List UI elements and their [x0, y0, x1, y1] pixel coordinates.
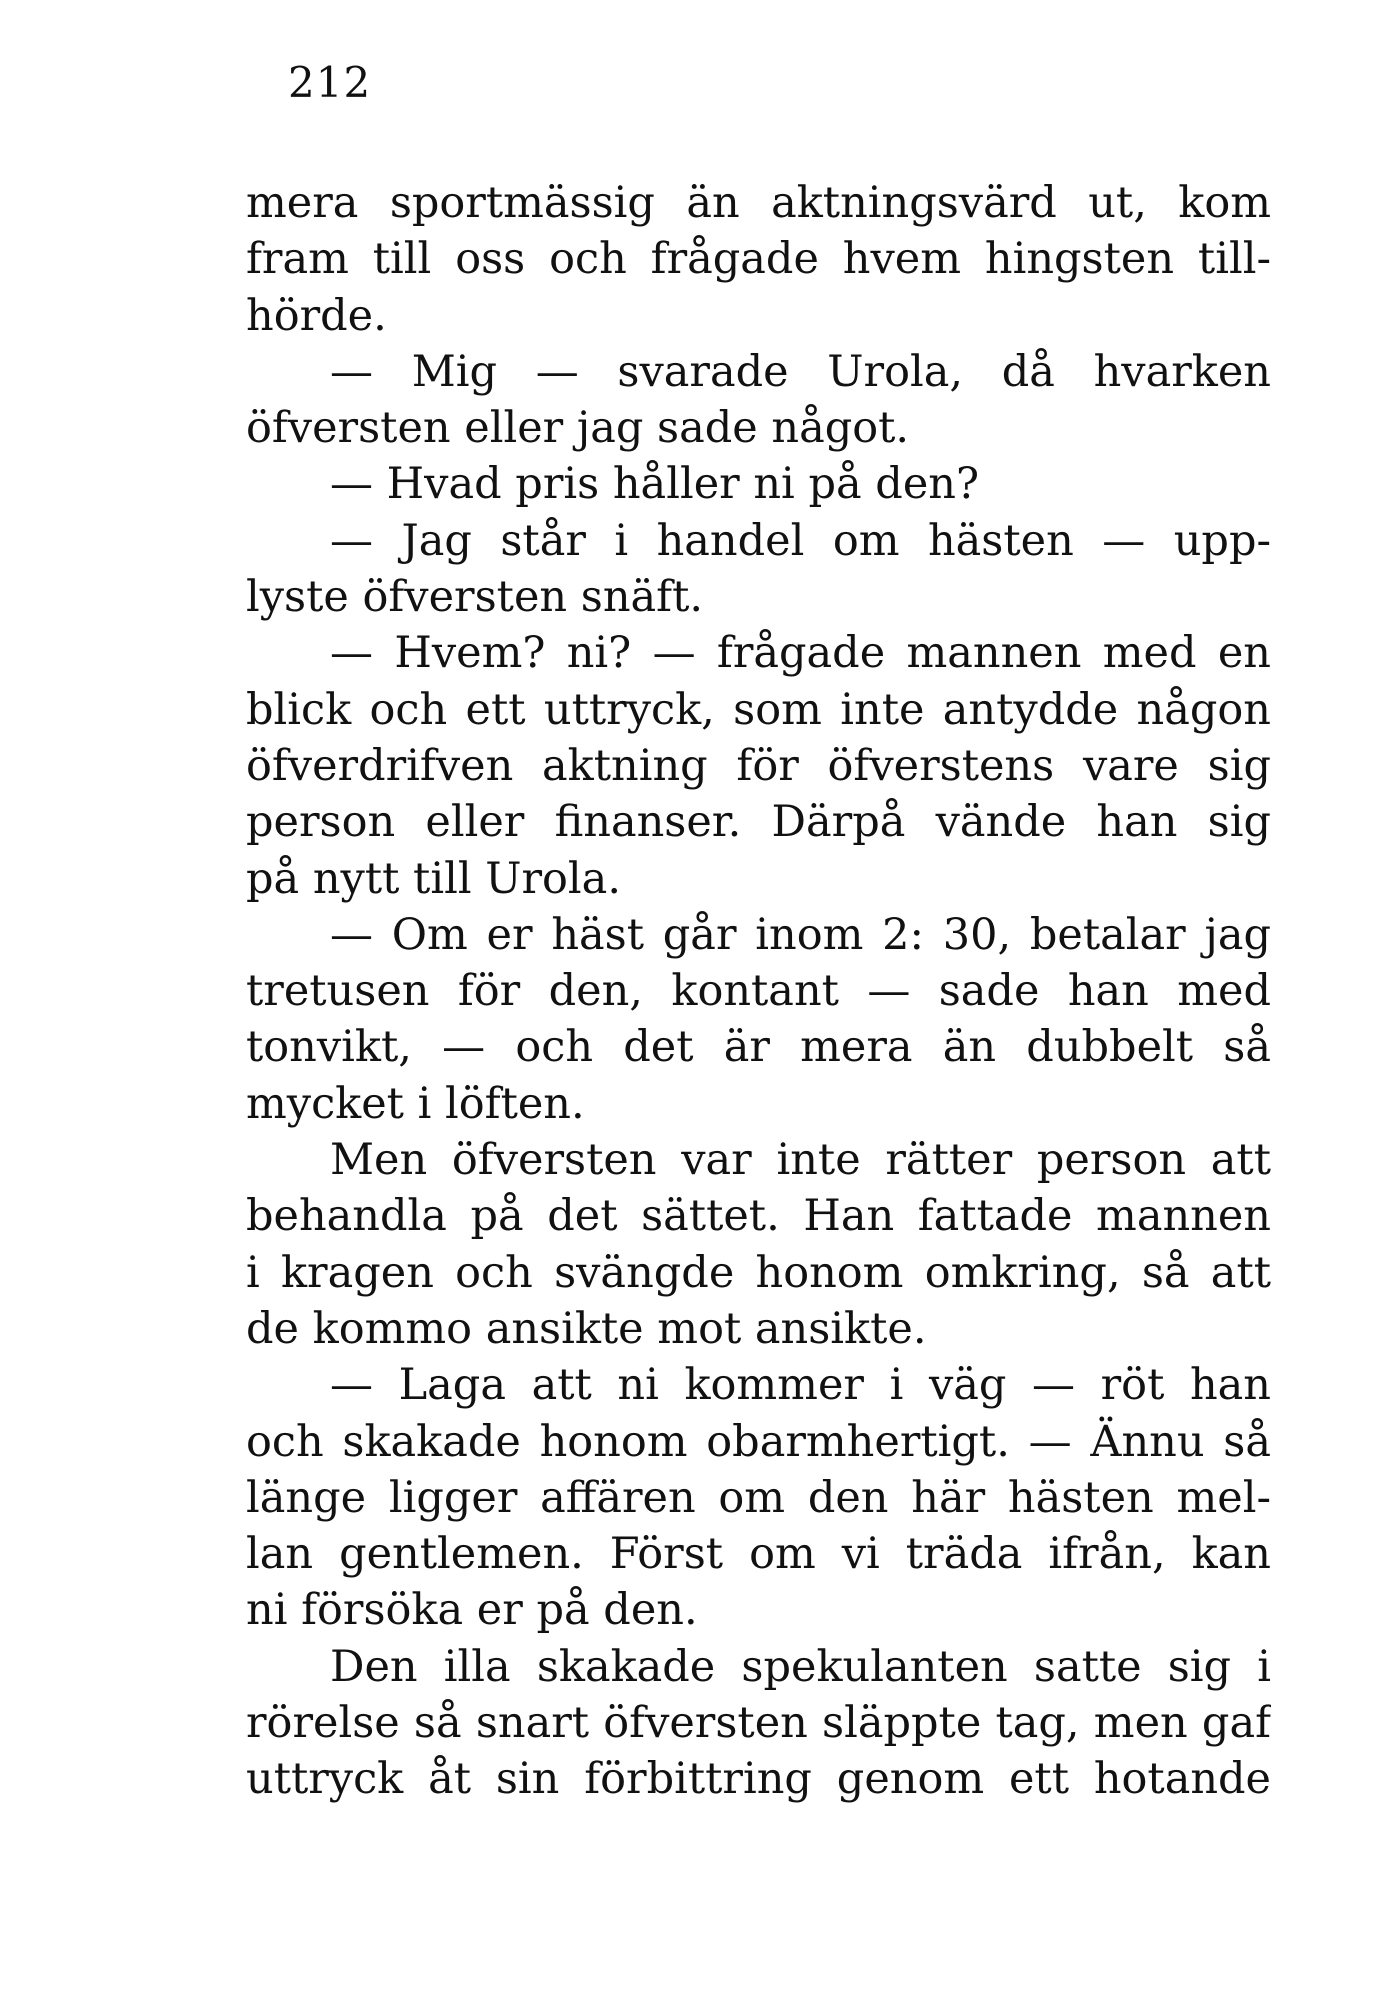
text-line: fram till oss och frågade hvem hingsten till-	[246, 234, 1271, 285]
text-line: öfversten eller jag sade något.	[246, 403, 910, 454]
text-line: — Mig — svarade Urola, då hvarken	[330, 346, 1271, 397]
text-line: — Jag står i handel om hästen — upp-	[330, 515, 1271, 566]
text-line: behandla på det sättet. Han fattade mannen	[246, 1191, 1271, 1242]
text-line: hörde.	[246, 290, 387, 341]
body-text	[246, 175, 1271, 1808]
text-line: Den illa skakade spekulanten satte sig i	[330, 1641, 1271, 1692]
text-line: tonvikt, — och det är mera än dubbelt så	[246, 1022, 1271, 1073]
text-line: uttryck åt sin förbittring genom ett hotande	[246, 1754, 1271, 1805]
text-line: rörelse så snart öfversten släppte tag, men gaf	[246, 1698, 1271, 1749]
text-line: person eller finanser. Därpå vände han sig	[246, 797, 1271, 848]
text-line: — Hvem? ni? — frågade mannen med en	[330, 628, 1271, 679]
text-line: öfverdrifven aktning för öfverstens vare sig	[246, 740, 1271, 791]
text-line: på nytt till Urola.	[246, 853, 621, 904]
text-line: de kommo ansikte mot ansikte.	[246, 1303, 927, 1354]
text-line: mera sportmässig än aktningsvärd ut, kom	[246, 178, 1271, 228]
text-line: — Laga att ni kommer i väg — röt han	[330, 1360, 1271, 1411]
text-line: lan gentlemen. Först om vi träda ifrån, kan	[246, 1529, 1271, 1580]
text-line: blick och ett uttryck, som inte antydde någon	[246, 684, 1271, 735]
text-line: lyste öfversten snäft.	[246, 572, 704, 623]
text-line: — Om er häst går inom 2: 30, betalar jag	[330, 909, 1271, 960]
text-line: tretusen för den, kontant — sade han med	[246, 966, 1271, 1017]
text-line: i kragen och svängde honom omkring, så att	[246, 1247, 1271, 1298]
text-line: och skakade honom obarmhertigt. — Ännu så	[246, 1416, 1271, 1467]
text-line: mycket i löften.	[246, 1078, 585, 1129]
text-line: Men öfversten var inte rätter person att	[330, 1135, 1271, 1186]
text-line: ni försöka er på den.	[246, 1585, 698, 1636]
page-number: 212	[288, 58, 372, 107]
text-line: länge ligger affären om den här hästen mel-	[246, 1472, 1271, 1523]
text-line: — Hvad pris håller ni på den?	[330, 459, 980, 510]
